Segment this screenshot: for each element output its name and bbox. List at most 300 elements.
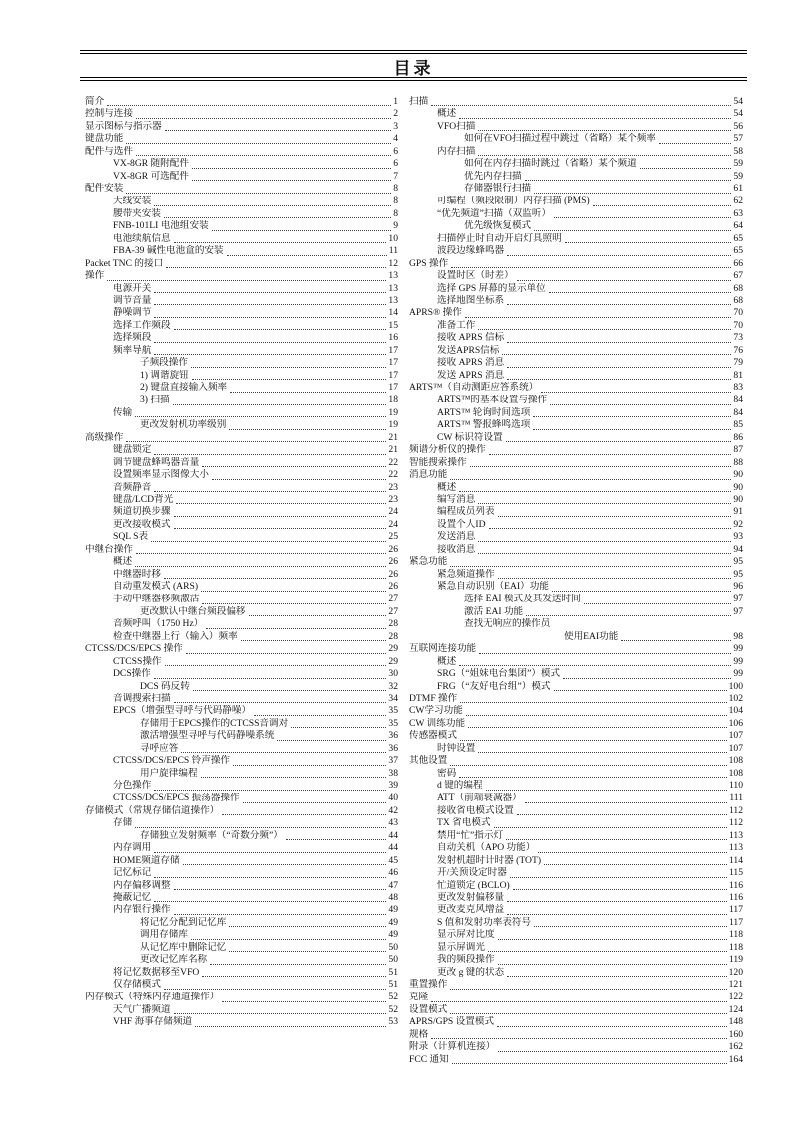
toc-entry-page: 119 [728,954,743,966]
toc-entry-page: 124 [728,1003,743,1015]
toc-entry [85,295,398,307]
toc-entry [409,817,743,829]
dot-leader [526,615,731,616]
toc-entry-page: 27 [388,605,398,617]
toc-entry-page: 108 [728,755,743,767]
toc-entry-page: 83 [733,382,743,394]
toc-entry-page: 164 [728,1053,743,1065]
toc-entry [85,419,398,431]
dot-leader [174,702,387,703]
toc-entry-label: 使用EAI功能 [564,630,619,642]
toc-entry-page: 50 [388,941,398,953]
dot-leader [460,702,726,703]
toc-entry-page: 29 [388,655,398,667]
toc-entry [409,830,743,842]
toc-entry-page: 38 [388,767,398,779]
dot-leader [222,814,386,815]
toc-entry-page: 8 [393,207,398,219]
dot-leader [202,976,386,977]
toc-entry-label: S 值和发射功率表符号 [437,916,532,928]
toc-entry-label: 更改发射机功率级别 [140,419,227,431]
toc-entry [409,643,743,655]
dot-leader [507,914,727,915]
toc-entry [85,1004,398,1016]
toc-entry-label: 键盘/LCD背光 [113,494,174,505]
toc-entry-page: 23 [388,494,398,505]
toc-entry-page: 62 [733,195,743,207]
toc-entry-label: 控制与连接 [85,108,133,120]
toc-entry [85,158,398,170]
toc-entry-label: 存储独立发射频率（“奇数分频”） [140,829,283,841]
toc-entry-label: 更改默认中继台频段偏移 [140,605,246,617]
toc-entry [85,643,398,655]
dot-leader [478,155,731,156]
toc-entry-label: 紧急频道操作 [437,568,495,580]
toc-entry-label: 中继台操作 [85,543,133,555]
toc-entry [85,469,398,481]
toc-entry-label: VFO扫描 [437,120,476,132]
dot-leader [507,367,731,368]
dot-leader [459,665,731,666]
toc-entry-page: 26 [388,581,398,593]
dot-leader [498,1051,726,1052]
page-title: 目录 [393,59,434,78]
toc-entry-page: 44 [388,842,398,854]
toc-entry-label: 其他设置 [409,755,448,767]
toc-entry-page: 2 [393,108,398,120]
toc-entry [409,245,743,257]
toc-entry [409,631,743,643]
toc-entry-page: 7 [393,170,398,182]
toc-entry-page: 111 [729,792,743,804]
toc-entry-page: 58 [733,145,743,157]
dot-leader [478,541,731,542]
toc-entry [409,295,743,307]
toc-entry-page: 113 [728,842,743,854]
toc-entry-label: ATT（前端衰减器） [437,792,522,804]
toc-entry-page: 97 [733,593,743,605]
dot-leader [507,342,731,343]
toc-entry [409,407,743,419]
toc-entry [85,1016,398,1028]
toc-entry-page: 112 [728,804,743,816]
toc-entry [85,743,398,755]
toc-entry [85,581,398,593]
toc-entry [409,432,743,444]
toc-entry-label: VX-8GR 可选配件 [113,170,189,182]
dot-leader [517,814,727,815]
toc-entry [409,1004,743,1016]
toc-entry [409,233,743,245]
toc-entry-page: 114 [728,854,743,866]
toc-entry-label: 紧急功能 [409,556,448,568]
dot-leader [479,653,731,654]
toc-entry [85,718,398,730]
toc-entry [85,258,398,270]
toc-entry-label: ARTS™（自动测距应答系统） [409,382,539,394]
toc-entry [85,345,398,357]
toc-entry-label: FRG（“友好电台组”）模式 [437,680,551,692]
toc-entry-page: 51 [388,966,398,978]
dot-leader [195,1026,386,1027]
toc-entry-page: 4 [393,133,398,145]
toc-entry-label: 存储用于EPCS操作的CTCSS音调对 [140,717,289,729]
dot-leader [154,354,386,355]
dot-leader [135,566,386,567]
dot-leader [154,491,386,492]
dot-leader [154,877,386,878]
toc-entry-label: CW学习功能 [409,705,463,717]
dot-leader [154,205,391,206]
toc-entry [409,220,743,232]
toc-entry-page: 88 [733,456,743,468]
toc-entry [409,544,743,556]
toc-entry-label: VHF 海事存储频道 [113,1016,193,1028]
toc-entry-label: 附录（计算机连接） [409,1041,496,1053]
toc-entry-label: 设置个人ID [437,518,486,530]
toc-entry-label: d 键的编程 [437,780,483,792]
dot-leader [154,790,386,791]
toc-entry [409,681,743,693]
toc-entry [409,929,743,941]
dot-leader [210,964,386,965]
toc-entry [85,942,398,954]
dot-leader [241,640,387,641]
dot-leader [541,392,731,393]
dot-leader [525,802,728,803]
toc-entry [85,220,398,232]
toc-entry-page: 15 [388,319,398,331]
dot-leader [563,678,731,679]
dot-leader [107,280,386,281]
dot-leader [154,304,386,305]
toc-entry-label: 音调搜索扫描 [113,693,171,704]
toc-entry-page: 96 [733,581,743,593]
toc-entry-label: 传感器模式 [409,730,457,742]
toc-entry-page: 51 [388,979,398,991]
toc-entry [409,880,743,892]
toc-entry-label: APRS® 操作 [409,307,462,319]
toc-entry [85,755,398,767]
dot-leader [181,752,386,753]
toc-entry [85,171,398,183]
toc-entry-page: 13 [388,282,398,294]
toc-entry [409,1016,743,1028]
toc-entry [409,569,743,581]
dot-leader [478,130,731,131]
toc-entry [85,270,398,282]
toc-entry-label: 显示图标与指示器 [85,120,162,132]
toc-entry [85,681,398,693]
dot-leader [212,479,386,480]
dot-leader [659,143,732,144]
toc-entry [409,196,743,208]
toc-entry-label: 简介 [85,96,105,107]
toc-entry-page: 73 [733,332,743,344]
toc-entry [409,954,743,966]
dot-leader [431,1038,726,1039]
toc-entry-label: 分色操作 [113,780,152,792]
toc-entry-page: 122 [728,991,743,1003]
toc-entry-label: 如何在VFO扫描过程中跳过（省略）某个频率 [464,133,656,145]
dot-leader [507,304,731,305]
toc-entry-page: 79 [733,357,743,369]
dot-leader [459,118,731,119]
toc-entry [85,283,398,295]
toc-entry-page: 21 [388,431,398,443]
toc-entry [85,855,398,867]
toc-entry-page: 93 [733,531,743,543]
dot-leader [554,217,731,218]
dot-leader [154,317,386,318]
dot-leader [478,752,726,753]
toc-entry [85,407,398,419]
toc-entry [409,656,743,668]
toc-entry-label: 显示屏对比度 [437,929,495,941]
toc-entry [409,992,743,1004]
toc-entry-page: 121 [728,979,743,991]
dot-leader [126,143,391,144]
toc-entry-page: 32 [388,680,398,692]
toc-entry-label: ARTS™的基本设置与操作 [437,394,548,406]
toc-entry-label: 静噪调节 [113,307,152,319]
toc-entry-label: 可编程（频段限制）内存扫描 (PMS) [437,195,590,207]
toc-entry-label: 紧急自动识别（EAI）功能 [437,581,549,593]
toc-entry-page: 9 [393,220,398,232]
toc-entry-page: 6 [393,145,398,157]
toc-entry [85,992,398,1004]
toc-entry-label: 扫描 [409,96,429,107]
dot-leader [507,901,727,902]
dot-leader [166,267,386,268]
dot-leader [450,989,726,990]
toc-entry-label: 重置操作 [409,979,448,991]
toc-entry [409,556,743,568]
dot-leader [201,777,387,778]
toc-entry [85,382,398,394]
dot-leader [507,379,731,380]
dot-leader [478,553,731,554]
toc-entry [85,96,398,108]
toc-entry [409,108,743,120]
toc-entry-label: 消息功能 [409,469,448,481]
dot-leader [173,404,387,405]
dot-leader [507,255,731,256]
toc-entry-page: 13 [388,270,398,282]
toc-entry-page: 90 [733,494,743,505]
toc-entry-label: 存储器银行扫描 [464,183,532,195]
dot-leader [135,827,386,828]
toc-entry-page: 59 [733,158,743,170]
dot-leader [510,877,727,878]
toc-entry-page: 59 [733,170,743,182]
toc-entry-page: 13 [388,295,398,306]
toc-entry-label: 查找无响应的操作员 [464,618,551,630]
toc-entry [85,108,398,120]
toc-entry-label: 配件与选件 [85,145,133,157]
toc-entry-label: DCS 码反转 [140,680,190,692]
toc-entry [85,245,398,257]
toc-entry [409,96,743,108]
toc-entry [85,395,398,407]
dot-leader [230,392,386,393]
toc-entry-page: 160 [728,1028,743,1040]
toc-entry [85,668,398,680]
dot-leader [534,926,727,927]
toc-entry-page: 65 [733,232,743,244]
toc-entry [85,979,398,991]
toc-entry-page: 90 [733,469,743,481]
dot-leader [533,429,731,430]
toc-entry [85,121,398,133]
toc-entry-page: 115 [728,867,743,879]
toc-entry [85,817,398,829]
toc-entry-label: DCS操作 [113,668,151,680]
dot-leader [174,889,387,890]
toc-entry-label: 1) 调谐旋钮 [140,369,189,381]
dot-leader [165,665,387,666]
toc-entry-page: 16 [388,332,398,344]
toc-entry-label: 概述 [437,655,457,667]
dot-leader [164,217,391,218]
dot-leader [227,255,387,256]
toc-entry [85,656,398,668]
dot-leader [206,628,386,629]
toc-entry [409,1029,743,1041]
toc-entry [409,805,743,817]
toc-entry-page: 97 [733,605,743,617]
toc-entry-page: 49 [388,916,398,928]
toc-entry-page: 118 [728,929,743,941]
toc-entry-label: 内存调用 [113,842,152,854]
toc-entry-label: 激活 EAI 功能 [464,605,524,617]
toc-entry-label: 调节键盘蜂鸣器音量 [113,456,200,468]
toc-entry-page: 48 [388,892,398,903]
dot-leader [291,727,386,728]
toc-entry [409,320,743,332]
toc-entry-page: 11 [388,245,398,257]
toc-entry-page: 54 [733,96,743,107]
toc-entry [409,469,743,481]
toc-entry [85,482,398,494]
toc-entry [409,594,743,606]
toc-entry-label: 3) 扫描 [140,394,170,406]
toc-entry [85,208,398,220]
toc-entry [409,133,743,145]
toc-entry-label: 检查中继器上行（输入）频率 [113,630,238,642]
toc-entry [409,942,743,954]
toc-entry-label: 接收 APRS 消息 [437,357,505,369]
toc-entry [85,904,398,916]
toc-entry-label: 更改发射偏移量 [437,892,505,903]
toc-entry-page: 107 [728,730,743,742]
toc-entry-label: 更改 g 键的状态 [437,966,505,978]
toc-entry-page: 68 [733,295,743,306]
toc-entry-page: 95 [733,556,743,568]
toc-entry-label: 发送APRS信标 [437,344,500,356]
dot-leader [489,528,732,529]
dot-leader [538,852,727,853]
toc-entry-label: 激活增强型寻呼与代码静噪系统 [140,730,275,742]
dot-leader [640,168,732,169]
toc-entry-page: 67 [733,270,743,282]
toc-entry [409,208,743,220]
dot-leader [554,690,727,691]
toc-entry [85,954,398,966]
toc-entry-page: 17 [388,344,398,356]
toc-entry-page: 68 [733,282,743,294]
dot-leader [506,839,727,840]
dot-leader [154,678,387,679]
dot-leader [486,790,727,791]
toc-entry [409,904,743,916]
toc-entry-label: VX-8GR 随附配件 [113,158,189,170]
dot-leader [498,516,732,517]
toc-entry-label: 将记忆分配到记忆库 [140,916,227,928]
toc-entry [409,867,743,879]
dot-leader [229,926,386,927]
toc-entry-label: 克隆 [409,991,429,1003]
toc-entry-label: ARTS™ 警报蜂鸣选项 [437,419,531,431]
toc-entry-label: 天线安装 [113,195,152,207]
toc-entry-page: 19 [388,419,398,431]
toc-entry-label: 手动中继器移频激活 [113,593,200,605]
toc-entry [409,345,743,357]
toc-entry [85,867,398,879]
toc-entry-label: 准备工作 [437,319,476,331]
toc-entry [409,519,743,531]
toc-entry [409,668,743,680]
toc-entry-page: 99 [733,655,743,667]
toc-entry-label: TX 省电模式 [437,817,491,829]
toc-entry [409,332,743,344]
toc-entry-label: 中继器时移 [113,568,161,580]
toc-entry [85,780,398,792]
toc-entry-label: Packet TNC 的接口 [85,257,164,269]
toc-entry-page: 35 [388,705,398,717]
toc-entry [85,494,398,506]
dot-leader [452,1063,727,1064]
dot-leader [489,454,732,455]
toc-entry-label: 内存银行操作 [113,904,171,916]
toc-entry [85,606,398,618]
toc-entry-label: 键盘功能 [85,133,124,145]
toc-entry [85,457,398,469]
dot-leader [233,765,386,766]
dot-leader [201,591,386,592]
toc-entry-page: 61 [733,183,743,195]
toc-entry-label: 密码 [437,767,457,779]
dot-leader [478,329,731,330]
dot-leader [513,889,727,890]
toc-entry [409,892,743,904]
toc-entry [409,718,743,730]
toc-entry-label: 编程成员列表 [437,506,495,518]
toc-entry [85,693,398,705]
toc-entry [85,793,398,805]
toc-entry-label: 显示屏调光 [437,941,485,953]
toc-entry-page: 43 [388,817,398,829]
toc-entry-page: 106 [728,717,743,729]
toc-entry-page: 52 [388,991,398,1003]
toc-entry-page: 94 [733,543,743,555]
dot-leader [459,491,731,492]
dot-leader [534,193,731,194]
toc-entry-page: 44 [388,829,398,841]
toc-entry [409,768,743,780]
dot-leader [154,852,386,853]
toc-entry-label: 概述 [437,481,457,493]
